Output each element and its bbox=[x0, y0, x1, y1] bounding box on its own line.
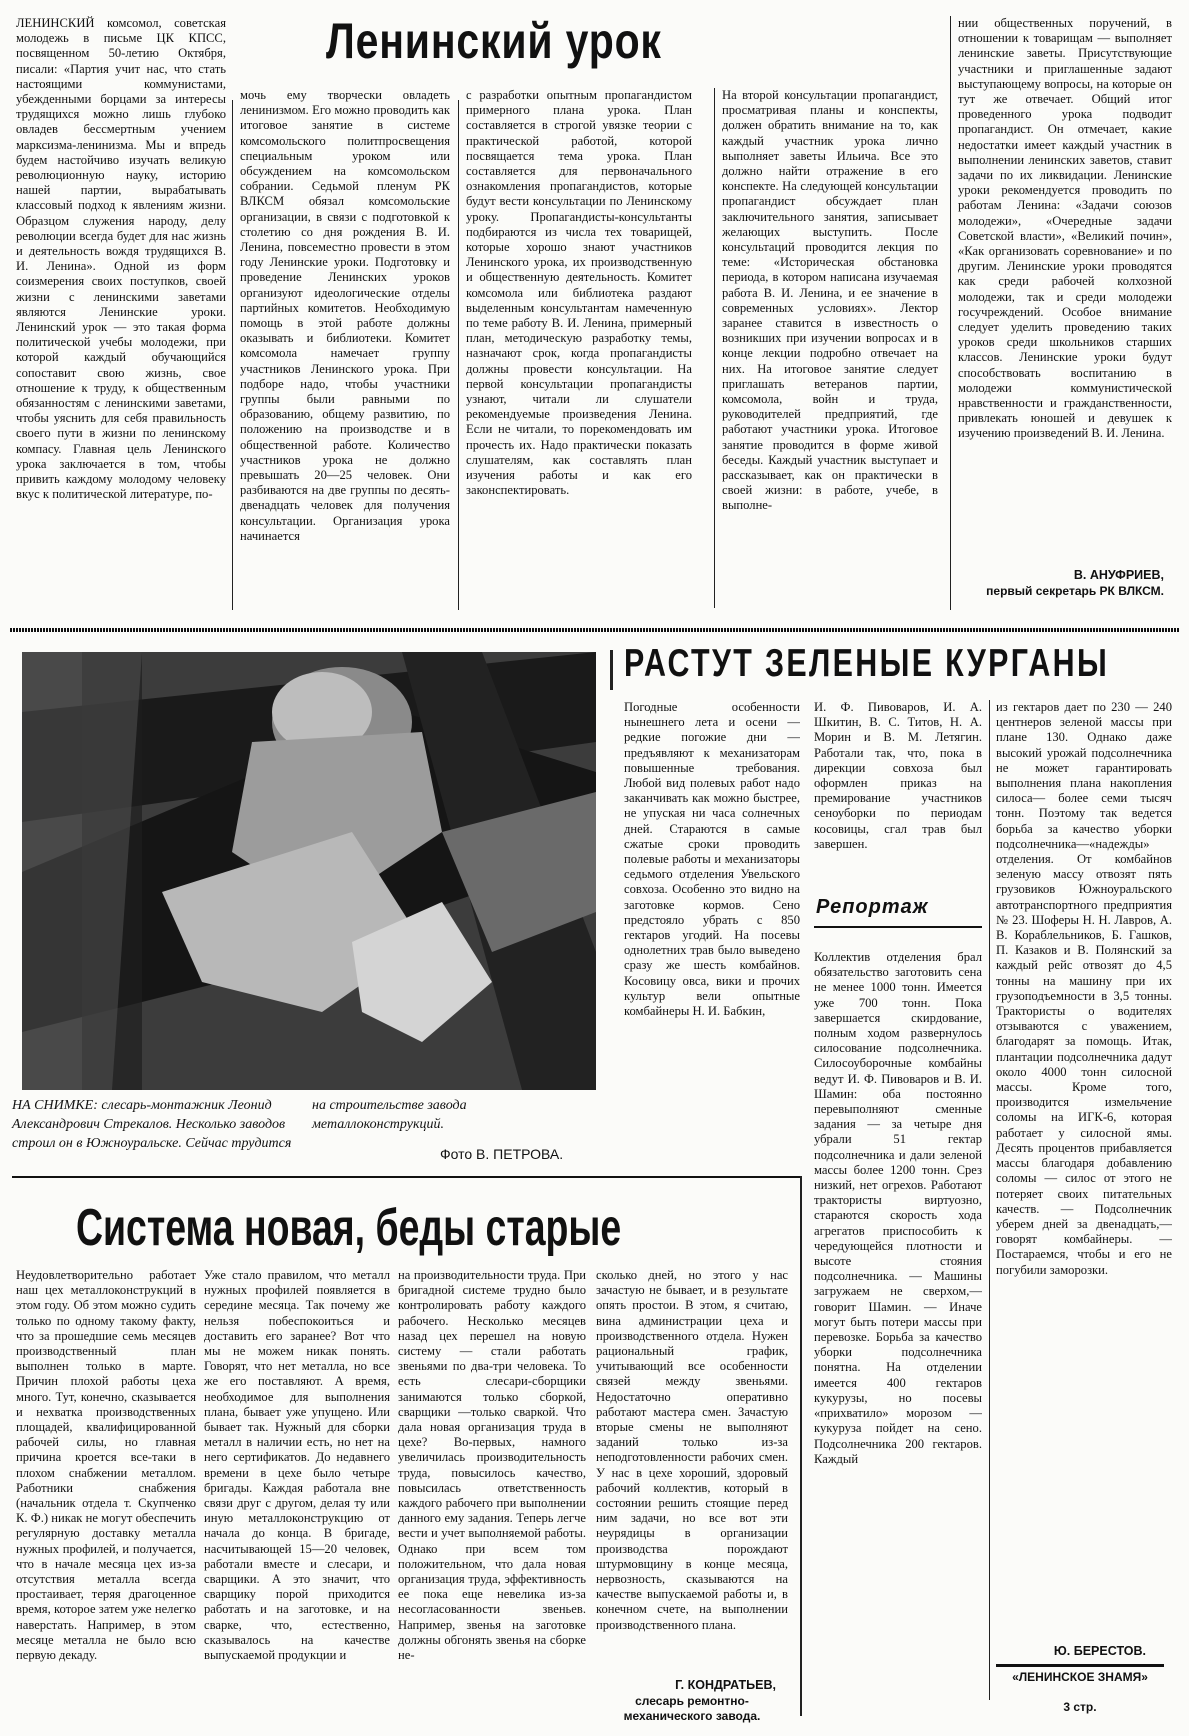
article3-right-border bbox=[800, 1176, 802, 1716]
section-divider bbox=[10, 628, 1180, 632]
article3-top-rule bbox=[12, 1176, 802, 1178]
article3-signature-title: слесарь ремонтно-механического завода. bbox=[623, 1694, 761, 1723]
article2-column-3: из гектаров дает по 230 — 240 центнеров зеленой массы при плане 130. Однако даже высокий урожай подсолнечника не может гарантировать выполнения плана накопления силоса— более семи тысяч тонн. Поэтому так ведется борьба за качество уборки подсолнечника—«надежды» отделения. От комбайнов зеленую массу отвозят пять грузовиков Южноуральского автотранспортного предприятия № 23. Шоферы Н. Н. Лавров, А. В. Кораблельников, Б. Гашков, П. Казаков и В. Полянский за каждый рейс отвозят до 4,5 тонны на машину при их грузоподъемности в 3,5 тонны. Трактористы о водителях отзываются с уважением, благодарят за помощь. Итак, плантации подсолнечника дадут около 4000 тонн силосной массы. Кроме того, производится измельчение соломы на ИГК-6, которая работает у силосной ямы. Десять процентов прибавляется массы благодаря добавлению соломы — силос от этого не потеряет своих питательных качеств. — Подсолнечник уберем дней за двенадцать,— говорят комбайнеры. — Постараемся, чтобы и его не погубили заморозки. bbox=[996, 700, 1172, 1277]
article3-signature-name: Г. КОНДРАТЬЕВ, bbox=[675, 1678, 776, 1692]
article2-signature: Ю. БЕРЕСТОВ. bbox=[1053, 1644, 1146, 1658]
article1-signature-name: В. АНУФРИЕВ, bbox=[1073, 568, 1164, 582]
photo-welder bbox=[22, 652, 596, 1090]
article2-left-border bbox=[610, 650, 613, 690]
article3-column-3: на производительности труда. При бригадной системе трудно было контролировать работу каждого рабочего. Несколько месяцев назад цех перешел на новую систему — стали работать звеньями по два-три человека. То есть слесари-сборщики занимаются только сборкой, сварщики —только сваркой. Что дала новая организация труда в цехе? Во-первых, намного увеличилась производительность труда, повысилось качество, повысилась ответственность каждого рабочего при выполнении данного ему задания. Теперь легче вести и учет выполняемой работы. Однако при всем том положительном, что дала новая организация труда, эффективность ее пока еще невелика из-за несогласованности звеньев. Например, звенья на заготовке должны обгонять звенья на сборке не- bbox=[398, 1268, 586, 1663]
column-divider bbox=[714, 88, 715, 608]
article2-title: РАСТУТ ЗЕЛЕНЫЕ КУРГАНЫ bbox=[624, 642, 1110, 685]
article3-column-1: Неудовлетворительно работает наш цех металлоконструкций в этом году. Об этом можно судить только по одному такому факту, что за прошедшие семь месяцев производственный план выполнен только в марте. Причин плохой работы цеха много. Тут, конечно, сказывается и нехватка производственных площадей, квалифицированной рабочей силы, но главная причина кроется все-таки в плохом снабжении металлом. Работники снабжения (начальник отдела т. Скупченко К. Ф.) никак не могут обеспечить регулярную доставку металла нужных профилей, и получается, что в начале месяца цех из-за отсутствия металла всегда простаивает, теряя драгоценное время, которое затем уже нелегко наверстать. Например, в этом месяце металла не было всю первую декаду. bbox=[16, 1268, 196, 1663]
article2-column-1: Погодные особенности нынешнего лета и осени — редкие погожие дни — предъявляют к механизаторам повышенные требования. Любой вид полевых работ надо заканчивать как можно быстрее, не упуская ни часа солнечных дней. Стараются в самые сжатые сроки проводить полевые работы и механизаторы седьмого отделения Увельского совхоза. Особенно это видно на заготовке кормов. Сено предстояло убрать с 850 гектаров угодий. На посевы однолетних трав было выведено сразу же шесть комбайнов. Косовицу овса, вики и прочих культур вели опытные комбайнеры Н. И. Бабкин, bbox=[624, 700, 800, 1019]
photo-caption-part1: НА СНИМКЕ: слесарь-монтажник Леонид Александрович Стрекалов. Несколько заводов строил он в Южноуральске. Сейчас трудится bbox=[12, 1098, 292, 1151]
newspaper-name: «ЛЕНИНСКОЕ ЗНАМЯ» bbox=[1012, 1670, 1148, 1684]
photo-caption-part2: на строительстве завода металлоконструкций. bbox=[312, 1098, 467, 1132]
article1-column-2: мочь ему творчески овладеть ленинизмом. Его можно проводить как итоговое занятие в системе комсомольского политпросвещения специальным уроком или обсуждением на комсомольском собрании. Седьмой пленум РК ВЛКСМ обязал комсомольские организации, в связи с подготовкой к столетию со дня рождения В. И. Ленина, повсеместно провести в этом году Ленинские уроки. Подготовку и проведение Ленинских уроков организуют идеологические отделы партийных комитетов. Необходимую помощь в этой работе должны оказывать и библиотеки. Комитет комсомола намечает группу участников Ленинского урока. При подборе надо, чтобы участники группы были равными по образованию, общему развитию, по положению на производстве и в общественной работе. Количество участников урока не должно превышать 20—25 человек. Они разбиваются на две группы по десять-двенадцать человек для получения консультации. Организация урока начинается bbox=[240, 88, 450, 543]
column-divider bbox=[950, 16, 951, 610]
article1-title: Ленинский урок bbox=[326, 13, 662, 69]
column-divider bbox=[989, 700, 990, 1700]
article1-column-1: ЛЕНИНСКИЙ комсомол, советская молодежь в письме ЦК КПСС, посвященном 50-летию Октября, писали: «Партия учит нас, что стать настоящими коммунистами, убежденными борцами за интересы трудящихся можно лишь глубоко овладев бессмертным учением марксизма-ленинизма. Мы и впредь будем настойчиво изучать великую революционную науку, историю нашей партии, вырабатывать классовый подход к явлениям жизни. Образцом служения народу, делу революции всегда будет для нас жизнь и деятельность вождя трудящихся В. И. Ленина». Одной из форм соизмерения своих поступков, своей жизни с ленинскими заветами являются Ленинские уроки. Ленинский урок — это такая форма политической учебы молодежи, при которой каждый обучающийся сопоставит свою жизнь, свое отношение к труду, к общественным обязанностям с ленинскими заветами, чтобы уяснить для себя правильность своего пути в жизни по ленинскому компасу. Главная цель Ленинского урока заключается в том, чтобы привить каждому молодому человеку вкус к политической литературе, по- bbox=[16, 16, 226, 502]
footer-rule bbox=[996, 1664, 1164, 1667]
article3-title: Система новая, беды старые bbox=[76, 1199, 622, 1257]
article2-rubric: Репортаж bbox=[816, 896, 929, 918]
article3-column-4: сколько дней, но этого у нас зачастую не бывает, и в результате опять простои. В этом, я считаю, вина администрации цеха и производственного отдела. Нужен рациональный график, учитывающий все особенности связей между звеньями. Недостаточно оперативно работают мастера смен. Зачастую вторые смены не выполняют заданий только из-за неподготовленности рабочих смен. У нас в цехе хороший, здоровый рабочий коллектив, который в состоянии решить стоящие перед ним задачи, но все вот эти неурядицы в организации производства порождают штурмовщину в конце месяца, нервозность, сказываются на качестве выпускаемой работы и, в конечном счете, на выполнении производственного плана. bbox=[596, 1268, 788, 1632]
article1-column-5: нии общественных поручений, в отношении к товарищам — выполняет ленинские заветы. Присутствующие участники и приглашенные задают выступающему вопросы, на которые он тут же отвечает. Общий итог проведенного урока подводит пропагандист. Он отмечает, какие недостатки имеет каждый участник в выполнении ленинских заветов, ставит задачи по их ликвидации. Ленинские уроки рекомендуется проводить по работам Ленина: «Задачи союзов молодежи», «Очередные задачи Советской власти», «Великий почин», «Как организовать соревнование» и по другим. Ленинские уроки проводятся как среди рабочей колхозной молодежи, так и среди молодежи госучреждений. Особое внимание следует уделить проведению таких уроков среди школьников старших классов. Ленинские уроки будут способствовать воспитанию в молодежи коммунистической нравственности и гражданственности, привлекать юношей и девушек к изучению произведений В. И. Ленина. bbox=[958, 16, 1172, 441]
page-number: 3 стр. bbox=[1063, 1700, 1097, 1714]
article2-column-2b: Коллектив отделения брал обязательство заготовить сена не менее 1000 тонн. Имеется уже 700 тонн. Пока завершается скирдование, полным ходом развернулось силосование подсолнечника. Силосоуборочные комбайны ведут И. Ф. Пивоваров и В. И. Шамин: оба постоянно перевыполняют сменные задания — за четыре дня убрали 51 гектар подсолнечника и дали зеленой массы более 1200 тонн. Срез низкий, нет огрехов. Работают трактористы виртуозно, стараются скорость хода агрегатов приспособить к чередующейся плотности и высоте стояния подсолнечника. — Машины загружаем не сверхом,—говорит Шамин. — Иначе могут быть потери массы при перевозке. Борьба за качество уборки подсолнечника понятна. На отделении имеется 400 гектаров кукурузы, но посевы «прихватило» морозом — кукуруза пойдет на сено. Подсолнечника 200 гектаров. Каждый bbox=[814, 950, 982, 1466]
article1-column-3: с разработки опытным пропагандистом примерного плана урока. План составляется в строгой увязке теории с практической работой, которой посвящается тема урока. План составляется для первоначального ознакомления пропагандистов, которые будут вести консультации по Ленинскому уроку. Пропагандисты-консультанты подбираются из числа тех товарищей, которые хорошо знают участников Ленинского урока, их производственную и общественную деятельность. Комитет комсомола или библиотека раздают выделенным консультантам намеченную по теме работу В. И. Ленина, примерный план, методическую разработку темы, назначают срок, когда пропагандисты должны провести консультации. На первой консультации пропагандисты узнают, читали ли слушатели рекомендуемые произведения Ленина. Если не читали, то порекомендовать им прочесть их. Надо практически показать слушателям, как составлять план изучения работы и как его законспектировать. bbox=[466, 88, 692, 498]
article3-column-2: Уже стало правилом, что металл нужных профилей появляется в середине месяца. Так почему же нельзя побеспокоиться и доставить его заранее? Вот что мы не можем никак понять. Говорят, что нет металла, но все же его поставляют. А время, необходимое для выполнения плана, бывает уже упущено. Или бывает так. Нужный для сборки металл в наличии есть, но нет на него сертификатов. До недавнего времени в цехе было четыре бригады. Каждая работала вне связи друг с другом, делая ту или иную металлоконструкцию от начала до конца. В бригаде, насчитывающей 15—20 человек, работали вместе и слесари, и сварщики. А это значит, что сварщику порой приходится работать и на заготовке, и на сварке, что, естественно, сказывалось на качестве выпускаемой продукции и bbox=[204, 1268, 390, 1663]
photo-credit: Фото В. ПЕТРОВА. bbox=[440, 1146, 564, 1162]
rubric-underline bbox=[814, 926, 982, 928]
article1-signature-title: первый секретарь РК ВЛКСМ. bbox=[986, 584, 1164, 598]
article2-column-2a: И. Ф. Пивоваров, И. А. Шкитин, В. С. Титов, Н. А. Морин и В. М. Летягин. Работали так, что, пока в дирекции совхоза был оформлен приказ на премирование участников сеноуборки по периодам косовицы, сгал трав был завершен. bbox=[814, 700, 982, 851]
column-divider bbox=[232, 100, 233, 610]
column-divider bbox=[458, 100, 459, 610]
article1-column-4: На второй консультации пропагандист, просматривая планы и конспекты, должен обратить внимание на то, как каждый участник урока лично выполняет заветы Ильича. Все это должно найти отражение в его конспекте. На следующей консультации пропагандист обсуждает план заключительного занятия, записывает желающих выступить. После консультаций проводится лекция по теме: «Историческая обстановка периода, в котором написана изучаемая работа В. И. Ленина, и ее значение в современных условиях». Лектор заранее ставится в известность о возникших при изучении вопросах и в конце лекции подробно отвечает на них. На итоговое занятие следует приглашать ветеранов партии, комсомола, войн и труда, руководителей предприятий, где работают участники урока. Итоговое занятие проводится в форме живой беседы. Каждый участник выступает и рассказывает, как он практически в своей жизни: в работе, учебе, в выполне- bbox=[722, 88, 938, 513]
